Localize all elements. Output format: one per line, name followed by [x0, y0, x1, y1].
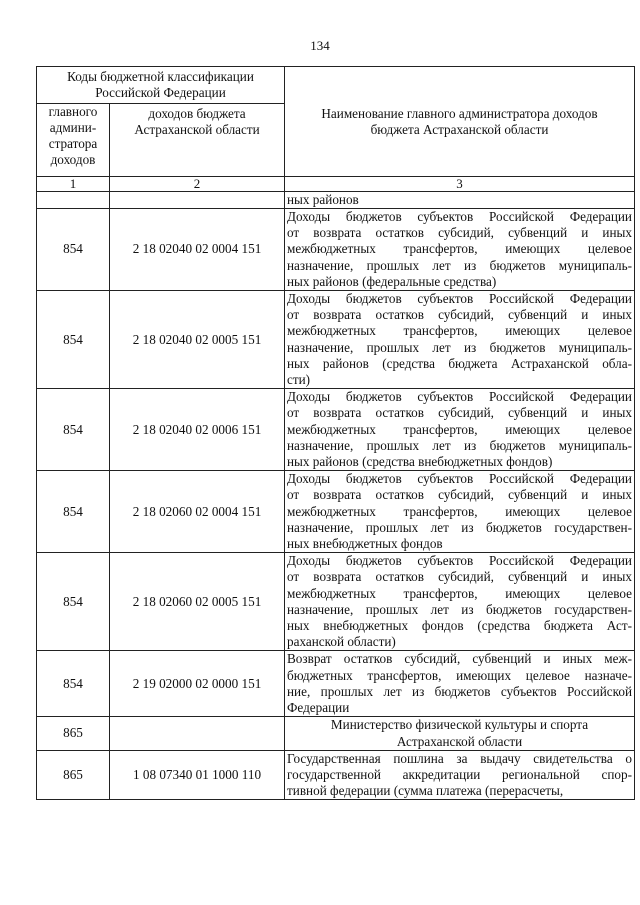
revenue-name-cell [285, 389, 635, 471]
revenue-name-line: Доходы бюджетов субъектов Российской Федерации [287, 389, 632, 405]
revenue-name-cell [285, 209, 635, 291]
ministry-title-line: Министерство физической культуры и спорта [330, 717, 589, 733]
header-name-column: Наименование главного администратора доходов бюджета Астраханской области [285, 67, 635, 177]
revenue-name-cell [285, 471, 635, 553]
revenue-name-line: назначение, прошлых лет из бюджетов муниципаль- [287, 257, 632, 273]
budget-classification-table [36, 66, 635, 800]
revenue-name-line: ных районов (средства бюджета Астраханской обла- [287, 355, 632, 371]
continuation-text: ных районов [285, 192, 635, 209]
admin-code-cell: 854 [37, 209, 110, 291]
revenue-name-cell [285, 750, 635, 800]
revenue-name-line: от возврата остатков субсидий, субвенций и иных [287, 405, 632, 421]
revenue-name-cell [285, 291, 635, 389]
table-row [37, 750, 635, 800]
table-row [37, 209, 635, 291]
admin-code-cell: 854 [37, 291, 110, 389]
ministry-title-cell [285, 717, 635, 750]
revenue-code-cell: 2 19 02000 02 0000 151 [110, 651, 285, 717]
continuation-row [37, 192, 635, 209]
revenue-name-line: межбюджетных трансфертов, имеющих целевое [287, 503, 632, 519]
revenue-name-line: ных внебюджетных фондов (средства бюджета Аст- [287, 618, 632, 634]
revenue-name-line: ных районов (федеральные средства) [287, 273, 497, 289]
table-row [37, 553, 635, 651]
revenue-name-line: Доходы бюджетов субъектов Российской Федерации [287, 553, 632, 569]
revenue-name-line: от возврата остатков субсидий, субвенций и иных [287, 225, 632, 241]
revenue-code-cell: 1 08 07340 01 1000 110 [110, 750, 285, 800]
header-revenue-code-column: доходов бюджета Астраханской области [110, 104, 285, 177]
admin-code-cell: 854 [37, 651, 110, 717]
revenue-name-line: межбюджетных трансфертов, имеющих целевое [287, 323, 632, 339]
revenue-name-line: Возврат остатков субсидий, субвенций и иных меж- [287, 651, 632, 667]
column-number-2: 2 [110, 177, 285, 192]
admin-code-cell: 865 [37, 717, 110, 750]
revenue-name-line: Доходы бюджетов субъектов Российской Федерации [287, 209, 632, 224]
column-number-1: 1 [37, 177, 110, 192]
revenue-name-line: бюджетных трансфертов, имеющих целевое назначе- [287, 667, 632, 683]
table-row [37, 291, 635, 389]
header-admin-code-column: главного админи-стратора доходов [37, 104, 110, 177]
admin-code-cell: 854 [37, 553, 110, 651]
ministry-title-line: Астраханской области [396, 733, 523, 749]
revenue-name-line: межбюджетных трансфертов, имеющих целевое [287, 421, 632, 437]
revenue-name-line: Доходы бюджетов субъектов Российской Федерации [287, 471, 632, 487]
revenue-name-cell [285, 651, 635, 717]
page-number: 134 [310, 38, 330, 53]
admin-code-cell: 865 [37, 750, 110, 800]
revenue-code-cell: 2 18 02060 02 0005 151 [110, 553, 285, 651]
revenue-name-line: от возврата остатков субсидий, субвенций и иных [287, 487, 632, 503]
continuation-admin [37, 192, 110, 209]
revenue-name-line: Федерации [287, 700, 350, 716]
revenue-name-cell [285, 553, 635, 651]
revenue-name-line: от возврата остатков субсидий, субвенций и иных [287, 569, 632, 585]
revenue-code-cell: 2 18 02060 02 0004 151 [110, 471, 285, 553]
revenue-code-cell: 2 18 02040 02 0004 151 [110, 209, 285, 291]
revenue-name-line: межбюджетных трансфертов, имеющих целевое [287, 241, 632, 257]
column-number-row [37, 177, 635, 192]
revenue-name-line: ных районов (средства внебюджетных фондов) [287, 454, 553, 470]
header-group-title: Коды бюджетной классификации Российской Федерации [37, 67, 285, 104]
revenue-name-line: назначение, прошлых лет из бюджетов муниципаль- [287, 339, 632, 355]
ministry-row [37, 717, 635, 750]
table-row [37, 389, 635, 471]
revenue-name-line: Доходы бюджетов субъектов Российской Федерации [287, 291, 632, 307]
revenue-name-line: раханской области) [287, 634, 396, 650]
revenue-name-line: назначение, прошлых лет из бюджетов муниципаль- [287, 437, 632, 453]
admin-code-cell: 854 [37, 389, 110, 471]
revenue-code-cell: 2 18 02040 02 0006 151 [110, 389, 285, 471]
revenue-name-line: тивной федерации (сумма платежа (перерасчеты, [287, 783, 564, 799]
revenue-name-line: Государственная пошлина за выдачу свидетельства о [287, 750, 632, 766]
revenue-name-line: назначение, прошлых лет из бюджетов государствен- [287, 601, 632, 617]
revenue-name-line: межбюджетных трансфертов, имеющих целевое [287, 585, 632, 601]
revenue-code-cell [110, 717, 285, 750]
table-row [37, 651, 635, 717]
revenue-name-line: сти) [287, 372, 311, 388]
revenue-name-line: государственной аккредитации региональной спор- [287, 766, 632, 782]
revenue-name-line: от возврата остатков субсидий, субвенций и иных [287, 307, 632, 323]
continuation-code [110, 192, 285, 209]
revenue-name-line: ние, прошлых лет из бюджетов субъектов Российской [287, 683, 632, 699]
table-row [37, 471, 635, 553]
revenue-name-line: ных внебюджетных фондов [287, 536, 443, 552]
header-row-group [37, 67, 635, 104]
revenue-code-cell: 2 18 02040 02 0005 151 [110, 291, 285, 389]
admin-code-cell: 854 [37, 471, 110, 553]
revenue-name-line: назначение, прошлых лет из бюджетов государствен- [287, 519, 632, 535]
column-number-3: 3 [285, 177, 635, 192]
